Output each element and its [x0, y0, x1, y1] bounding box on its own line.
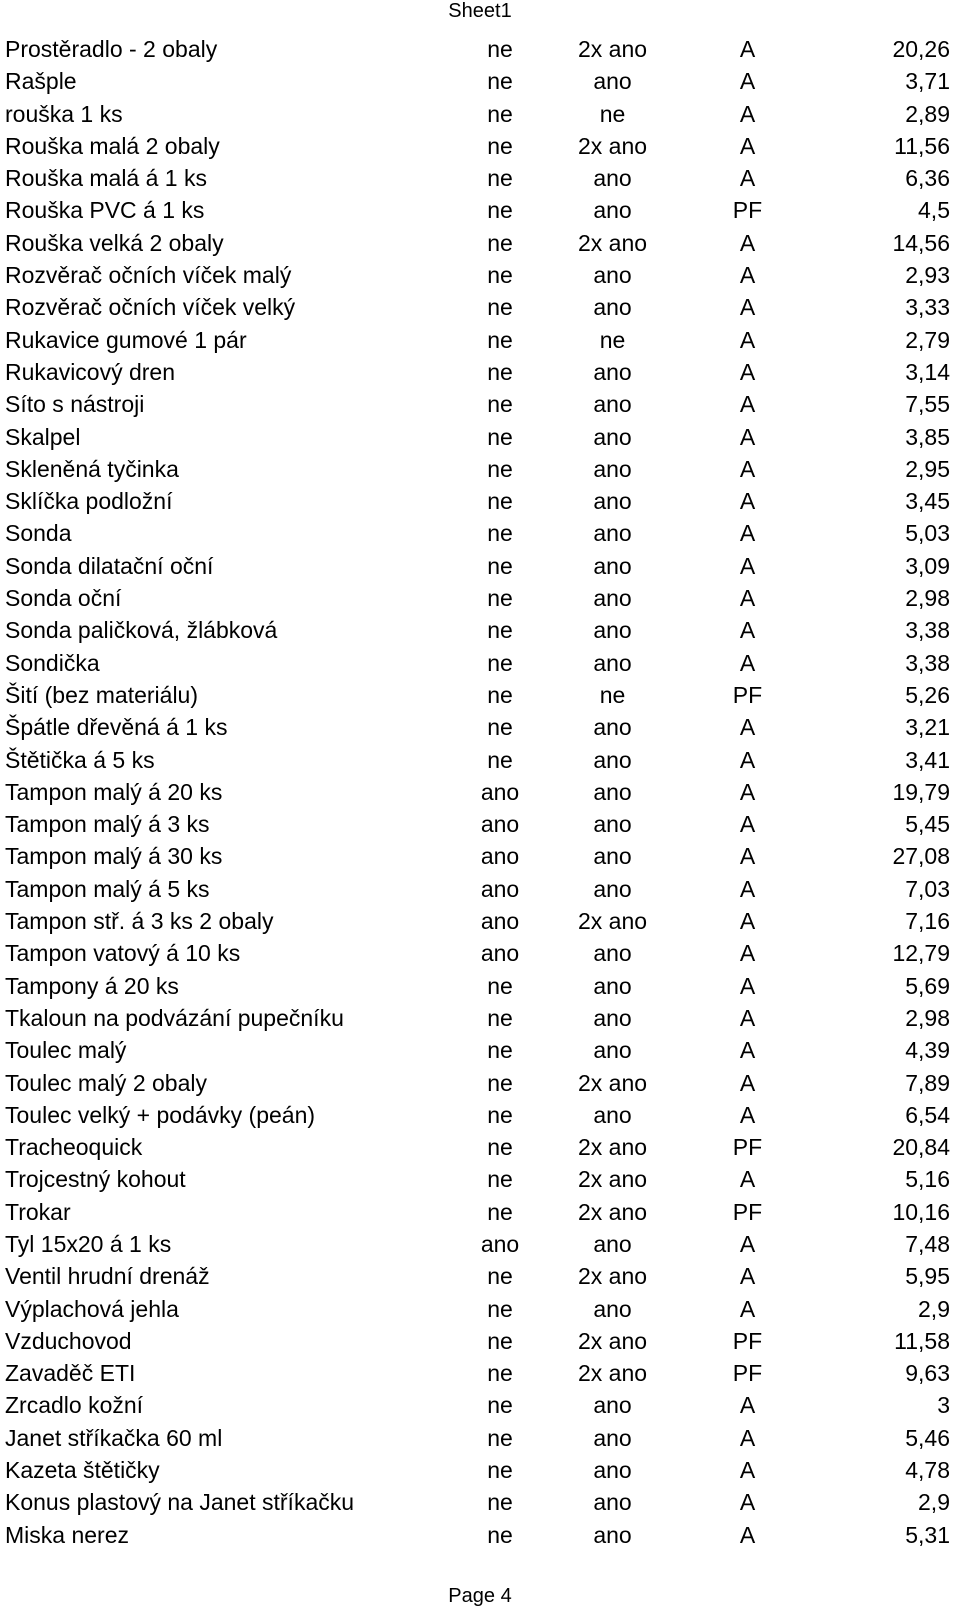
col2-cell: ne	[487, 1263, 513, 1290]
item-name-cell: Rozvěrač očních víček malý	[5, 262, 292, 289]
col2-cell: ne	[487, 358, 513, 385]
item-name-cell: Sklíčka podložní	[5, 488, 173, 515]
table-row	[0, 1260, 960, 1292]
col3-cell: 2x ano	[577, 1198, 648, 1225]
col3-cell: ano	[593, 1295, 632, 1322]
price-cell: 7,03	[905, 875, 950, 902]
code-cell: A	[739, 1489, 756, 1516]
price-cell: 5,26	[905, 681, 950, 708]
col2-cell: ano	[480, 940, 520, 967]
price-cell: 7,48	[905, 1230, 950, 1257]
code-cell: A	[739, 455, 756, 482]
col3-cell: ano	[593, 391, 632, 418]
col2-cell: ne	[487, 1457, 513, 1484]
table-row	[0, 582, 960, 614]
table-row	[0, 808, 960, 840]
code-cell: A	[739, 488, 756, 515]
col2-cell: ne	[487, 165, 513, 192]
col2-cell: ano	[480, 1230, 520, 1257]
item-name-cell: rouška 1 ks	[5, 100, 123, 127]
price-cell: 2,93	[905, 262, 950, 289]
code-cell: A	[739, 972, 756, 999]
col3-cell: 2x ano	[577, 36, 648, 62]
col3-cell: 2x ano	[577, 1166, 648, 1193]
item-name-cell: Skleněná tyčinka	[5, 455, 179, 482]
item-name-cell: Rouška PVC á 1 ks	[5, 197, 205, 224]
item-name-cell: Tampon malý á 20 ks	[5, 778, 223, 805]
col2-cell: ne	[487, 455, 513, 482]
code-cell: A	[739, 1004, 756, 1031]
code-cell: A	[739, 1069, 756, 1096]
table-row	[0, 517, 960, 549]
price-cell: 6,36	[905, 165, 950, 192]
price-cell: 5,03	[905, 520, 950, 547]
item-name-cell: Výplachová jehla	[5, 1295, 179, 1322]
col2-cell: ano	[480, 778, 520, 805]
price-cell: 2,9	[918, 1489, 950, 1516]
item-name-cell: Rouška malá á 1 ks	[5, 165, 207, 192]
item-name-cell: Síto s nástroji	[5, 391, 145, 418]
item-name-cell: Šití (bez materiálu)	[5, 681, 199, 708]
code-cell: A	[739, 68, 756, 95]
item-name-cell: Sondička	[5, 649, 100, 676]
item-name-cell: Tkaloun na podvázání pupečníku	[5, 1004, 344, 1031]
col3-cell: ano	[593, 423, 632, 450]
code-cell: A	[739, 1457, 756, 1484]
col3-cell: ano	[593, 714, 632, 741]
table-row	[0, 356, 960, 388]
col3-cell: ne	[599, 100, 626, 127]
table-row	[0, 776, 960, 808]
code-cell: PF	[732, 1198, 763, 1225]
col3-cell: ano	[593, 1004, 632, 1031]
col3-cell: ano	[593, 649, 632, 676]
item-name-cell: Trokar	[5, 1198, 71, 1225]
col3-cell: 2x ano	[577, 1134, 648, 1161]
col3-cell: ano	[593, 1457, 632, 1484]
table-row	[0, 1293, 960, 1325]
col3-cell: ano	[593, 197, 632, 224]
price-cell: 10,16	[892, 1198, 950, 1225]
price-cell: 7,89	[905, 1069, 950, 1096]
price-cell: 4,78	[905, 1457, 950, 1484]
code-cell: A	[739, 391, 756, 418]
price-cell: 3,41	[905, 746, 950, 773]
item-name-cell: Miska nerez	[5, 1521, 129, 1548]
price-cell: 3,09	[905, 552, 950, 579]
table-row	[0, 550, 960, 582]
item-name-cell: Sonda dilatační oční	[5, 552, 214, 579]
table-row	[0, 1163, 960, 1195]
price-cell: 3,21	[905, 714, 950, 741]
item-name-cell: Toulec malý 2 obaly	[5, 1069, 207, 1096]
table-row	[0, 1454, 960, 1486]
code-cell: A	[739, 908, 756, 935]
price-cell: 27,08	[892, 843, 950, 870]
table-row	[0, 873, 960, 905]
col3-cell: ano	[593, 811, 632, 838]
col3-cell: ano	[593, 1521, 632, 1548]
code-cell: A	[739, 940, 756, 967]
price-cell: 5,16	[905, 1166, 950, 1193]
price-cell: 3,14	[905, 358, 950, 385]
col2-cell: ne	[487, 746, 513, 773]
table-row	[0, 1034, 960, 1066]
table-row	[0, 421, 960, 453]
item-name-cell: Sonda paličková, žlábková	[5, 617, 278, 644]
item-name-cell: Toulec velký + podávky (peán)	[5, 1101, 316, 1128]
item-name-cell: Sonda	[5, 520, 72, 547]
col2-cell: ne	[487, 326, 513, 353]
price-cell: 20,84	[892, 1134, 950, 1161]
item-name-cell: Zavaděč ETI	[5, 1360, 136, 1387]
col2-cell: ne	[487, 423, 513, 450]
item-name-cell: Zrcadlo kožní	[5, 1392, 144, 1419]
col2-cell: ne	[487, 1521, 513, 1548]
code-cell: A	[739, 1521, 756, 1548]
code-cell: A	[739, 746, 756, 773]
col3-cell: ano	[593, 455, 632, 482]
table-row	[0, 647, 960, 679]
price-cell: 2,79	[905, 326, 950, 353]
col3-cell: ano	[593, 165, 632, 192]
table-row	[0, 1357, 960, 1389]
code-cell: PF	[732, 1327, 763, 1354]
table-row	[0, 227, 960, 259]
col3-cell: 2x ano	[577, 132, 648, 159]
price-cell: 6,54	[905, 1101, 950, 1128]
price-cell: 7,16	[905, 908, 950, 935]
price-cell: 5,46	[905, 1424, 950, 1451]
price-cell: 3	[937, 1392, 950, 1419]
code-cell: A	[739, 1037, 756, 1064]
code-cell: A	[739, 520, 756, 547]
item-name-cell: Štětička á 5 ks	[5, 746, 155, 773]
data-table	[0, 33, 960, 1551]
table-row	[0, 1067, 960, 1099]
item-name-cell: Rouška malá 2 obaly	[5, 132, 220, 159]
table-row	[0, 1002, 960, 1034]
price-cell: 3,85	[905, 423, 950, 450]
code-cell: A	[739, 552, 756, 579]
price-cell: 3,71	[905, 68, 950, 95]
col2-cell: ne	[487, 1037, 513, 1064]
table-row	[0, 291, 960, 323]
code-cell: A	[739, 1263, 756, 1290]
col2-cell: ano	[480, 843, 520, 870]
code-cell: A	[739, 1424, 756, 1451]
price-cell: 5,31	[905, 1521, 950, 1548]
table-row	[0, 937, 960, 969]
col3-cell: ano	[593, 778, 632, 805]
price-cell: 2,89	[905, 100, 950, 127]
item-name-cell: Tampon malý á 3 ks	[5, 811, 210, 838]
item-name-cell: Ventil hrudní drenáž	[5, 1263, 210, 1290]
col2-cell: ne	[487, 1327, 513, 1354]
col3-cell: ano	[593, 1392, 632, 1419]
price-cell: 14,56	[892, 229, 950, 256]
price-cell: 9,63	[905, 1360, 950, 1387]
col2-cell: ne	[487, 1489, 513, 1516]
item-name-cell: Prostěradlo - 2 obaly	[5, 36, 218, 62]
code-cell: PF	[732, 197, 763, 224]
table-row	[0, 711, 960, 743]
table-row	[0, 1099, 960, 1131]
col2-cell: ne	[487, 1069, 513, 1096]
col3-cell: ano	[593, 68, 632, 95]
item-name-cell: Skalpel	[5, 423, 81, 450]
code-cell: A	[739, 649, 756, 676]
col2-cell: ne	[487, 1295, 513, 1322]
col2-cell: ne	[487, 100, 513, 127]
item-name-cell: Konus plastový na Janet stříkačku	[5, 1489, 355, 1516]
price-cell: 5,69	[905, 972, 950, 999]
price-cell: 2,95	[905, 455, 950, 482]
col3-cell: 2x ano	[577, 1327, 648, 1354]
table-row	[0, 744, 960, 776]
table-row	[0, 485, 960, 517]
code-cell: A	[739, 843, 756, 870]
code-cell: PF	[732, 1134, 763, 1161]
table-row	[0, 1486, 960, 1518]
col2-cell: ne	[487, 1424, 513, 1451]
item-name-cell: Rašple	[5, 68, 77, 95]
item-name-cell: Kazeta štětičky	[5, 1457, 160, 1484]
code-cell: A	[739, 585, 756, 612]
price-cell: 11,56	[894, 132, 950, 159]
col3-cell: 2x ano	[577, 1069, 648, 1096]
table-row	[0, 130, 960, 162]
item-name-cell: Tyl 15x20 á 1 ks	[5, 1230, 172, 1257]
col2-cell: ne	[487, 1360, 513, 1387]
table-row	[0, 65, 960, 97]
col2-cell: ano	[480, 811, 520, 838]
price-cell: 2,9	[918, 1295, 950, 1322]
col2-cell: ne	[487, 1134, 513, 1161]
col2-cell: ne	[487, 197, 513, 224]
col3-cell: ano	[593, 1424, 632, 1451]
col3-cell: ano	[593, 488, 632, 515]
col2-cell: ne	[487, 714, 513, 741]
table-row	[0, 614, 960, 646]
col2-cell: ne	[487, 552, 513, 579]
col2-cell: ne	[487, 1198, 513, 1225]
code-cell: A	[739, 326, 756, 353]
col2-cell: ne	[487, 585, 513, 612]
col2-cell: ne	[487, 1004, 513, 1031]
table-row	[0, 1131, 960, 1163]
code-cell: A	[739, 875, 756, 902]
code-cell: A	[739, 1166, 756, 1193]
price-cell: 3,45	[905, 488, 950, 515]
code-cell: PF	[732, 681, 763, 708]
col3-cell: ano	[593, 746, 632, 773]
code-cell: A	[739, 1230, 756, 1257]
table-row	[0, 1519, 960, 1551]
col3-cell: ano	[593, 294, 632, 321]
code-cell: PF	[732, 1360, 763, 1387]
col2-cell: ne	[487, 68, 513, 95]
price-cell: 3,38	[905, 617, 950, 644]
col3-cell: ne	[599, 326, 626, 353]
item-name-cell: Tampon malý á 5 ks	[5, 875, 210, 902]
table-row	[0, 1422, 960, 1454]
price-cell: 2,98	[905, 1004, 950, 1031]
item-name-cell: Trojcestný kohout	[5, 1166, 186, 1193]
price-cell: 4,5	[918, 197, 950, 224]
col2-cell: ne	[487, 681, 513, 708]
code-cell: A	[739, 358, 756, 385]
item-name-cell: Tampon stř. á 3 ks 2 obaly	[5, 908, 274, 935]
item-name-cell: Rukavicový dren	[5, 358, 176, 385]
table-row	[0, 1389, 960, 1421]
code-cell: A	[739, 262, 756, 289]
price-cell: 3,33	[905, 294, 950, 321]
item-name-cell: Sonda oční	[5, 585, 122, 612]
item-name-cell: Vzduchovod	[5, 1327, 132, 1354]
col3-cell: 2x ano	[577, 1360, 648, 1387]
col3-cell: ano	[593, 875, 632, 902]
item-name-cell: Tampon vatový á 10 ks	[5, 940, 241, 967]
item-name-cell: Tampony á 20 ks	[5, 972, 179, 999]
col3-cell: ano	[593, 1489, 632, 1516]
item-name-cell: Rouška velká 2 obaly	[5, 229, 224, 256]
code-cell: A	[739, 229, 756, 256]
col3-cell: ano	[593, 972, 632, 999]
col3-cell: ano	[593, 1101, 632, 1128]
item-name-cell: Janet stříkačka 60 ml	[5, 1424, 223, 1451]
col3-cell: ne	[599, 681, 626, 708]
table-row	[0, 98, 960, 130]
price-cell: 3,38	[905, 649, 950, 676]
col2-cell: ne	[487, 1166, 513, 1193]
col2-cell: ne	[487, 391, 513, 418]
code-cell: A	[739, 294, 756, 321]
item-name-cell: Rukavice gumové 1 pár	[5, 326, 247, 353]
code-cell: A	[739, 714, 756, 741]
price-cell: 2,98	[905, 585, 950, 612]
table-row	[0, 388, 960, 420]
sheet-title: Sheet1	[448, 0, 512, 22]
code-cell: A	[739, 132, 756, 159]
col3-cell: ano	[593, 940, 632, 967]
table-row	[0, 679, 960, 711]
table-row	[0, 970, 960, 1002]
table-row	[0, 324, 960, 356]
table-row	[0, 905, 960, 937]
table-row	[0, 33, 960, 65]
page-number: Page 4	[448, 1585, 512, 1607]
col3-cell: ano	[593, 617, 632, 644]
col3-cell: ano	[593, 552, 632, 579]
price-cell: 19,79	[892, 778, 950, 805]
table-row	[0, 1228, 960, 1260]
price-cell: 4,39	[905, 1037, 950, 1064]
code-cell: A	[739, 811, 756, 838]
col2-cell: ne	[487, 1392, 513, 1419]
col2-cell: ne	[487, 36, 513, 62]
col2-cell: ne	[487, 229, 513, 256]
item-name-cell: Tracheoquick	[5, 1134, 143, 1161]
table-row	[0, 840, 960, 872]
col2-cell: ne	[487, 520, 513, 547]
item-name-cell: Rozvěrač očních víček velký	[5, 294, 296, 321]
table-row	[0, 259, 960, 291]
item-name-cell: Špátle dřevěná á 1 ks	[5, 714, 228, 741]
col3-cell: ano	[593, 520, 632, 547]
table-row	[0, 162, 960, 194]
code-cell: A	[739, 617, 756, 644]
table-row	[0, 1196, 960, 1228]
code-cell: A	[739, 1295, 756, 1322]
col3-cell: ano	[593, 262, 632, 289]
col2-cell: ne	[487, 132, 513, 159]
code-cell: A	[739, 1101, 756, 1128]
code-cell: A	[739, 423, 756, 450]
code-cell: A	[739, 778, 756, 805]
col2-cell: ne	[487, 617, 513, 644]
col2-cell: ne	[487, 294, 513, 321]
col3-cell: ano	[593, 843, 632, 870]
code-cell: A	[739, 100, 756, 127]
col3-cell: 2x ano	[577, 229, 648, 256]
col3-cell: ano	[593, 358, 632, 385]
table-row	[0, 1325, 960, 1357]
col2-cell: ne	[487, 972, 513, 999]
col2-cell: ne	[487, 262, 513, 289]
col3-cell: ano	[593, 1230, 632, 1257]
price-cell: 7,55	[905, 391, 950, 418]
code-cell: A	[739, 36, 756, 62]
col2-cell: ne	[487, 1101, 513, 1128]
price-cell: 12,79	[892, 940, 950, 967]
price-cell: 5,95	[905, 1263, 950, 1290]
item-name-cell: Tampon malý á 30 ks	[5, 843, 223, 870]
price-cell: 20,26	[892, 36, 950, 62]
col2-cell: ne	[487, 488, 513, 515]
table-row	[0, 453, 960, 485]
col2-cell: ne	[487, 649, 513, 676]
code-cell: A	[739, 1392, 756, 1419]
col3-cell: 2x ano	[577, 908, 648, 935]
table-row	[0, 194, 960, 226]
item-name-cell: Toulec malý	[5, 1037, 127, 1064]
col3-cell: ano	[593, 1037, 632, 1064]
col2-cell: ano	[480, 908, 520, 935]
code-cell: A	[739, 165, 756, 192]
col3-cell: ano	[593, 585, 632, 612]
price-cell: 11,58	[894, 1327, 950, 1354]
price-cell: 5,45	[905, 811, 950, 838]
col3-cell: 2x ano	[577, 1263, 648, 1290]
col2-cell: ano	[480, 875, 520, 902]
